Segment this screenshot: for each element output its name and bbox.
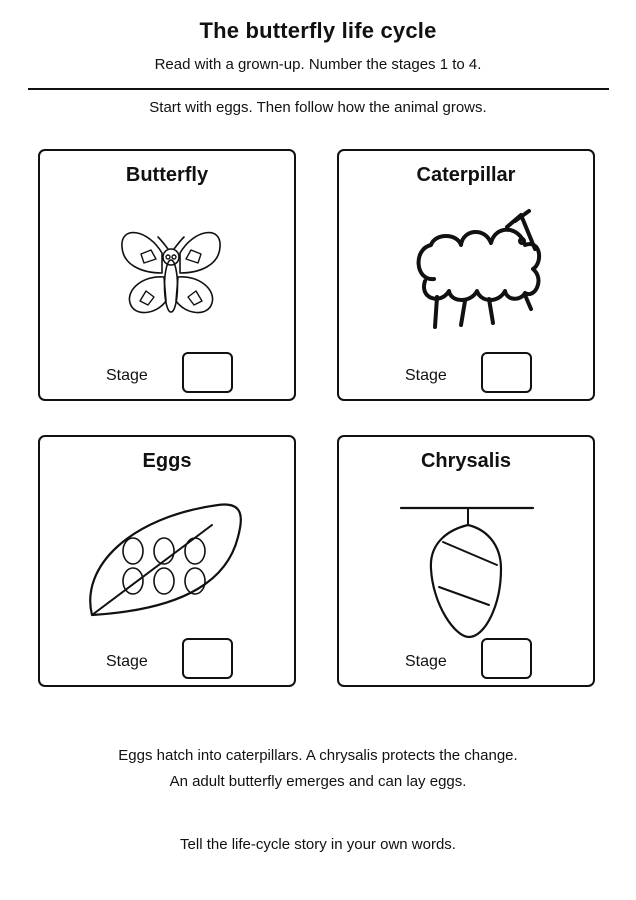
stage-number-box[interactable] bbox=[481, 352, 532, 393]
header-divider bbox=[28, 88, 609, 90]
caterpillar-icon bbox=[339, 151, 597, 403]
intro-instruction: Start with eggs. Then follow how the animal grows. bbox=[149, 99, 487, 116]
card-caterpillar bbox=[337, 149, 595, 401]
card-butterfly bbox=[38, 149, 296, 401]
stage-label: Stage bbox=[106, 653, 148, 670]
worksheet-title: The butterfly life cycle bbox=[199, 18, 437, 43]
card-title: Chrysalis bbox=[420, 450, 512, 472]
note-line-1: Eggs hatch into caterpillars. A chrysalis protects the change. bbox=[118, 747, 518, 764]
eggs-on-leaf-icon bbox=[40, 437, 298, 689]
worksheet-subtitle: Read with a grown-up. Number the stages 1 to 4. bbox=[154, 56, 482, 73]
card-title: Butterfly bbox=[125, 164, 209, 186]
card-title: Caterpillar bbox=[416, 164, 516, 186]
chrysalis-icon bbox=[339, 437, 597, 689]
stage-number-box[interactable] bbox=[182, 352, 233, 393]
stage-label: Stage bbox=[405, 653, 447, 670]
stage-number-box[interactable] bbox=[481, 638, 532, 679]
stage-label: Stage bbox=[405, 367, 447, 384]
stage-number-box[interactable] bbox=[182, 638, 233, 679]
card-title: Eggs bbox=[142, 450, 192, 472]
card-chrysalis bbox=[337, 435, 595, 687]
closing-prompt: Tell the life-cycle story in your own words. bbox=[180, 836, 456, 853]
card-eggs bbox=[38, 435, 296, 687]
stage-label: Stage bbox=[106, 367, 148, 384]
note-line-2: An adult butterfly emerges and can lay eggs. bbox=[169, 773, 467, 790]
butterfly-icon bbox=[40, 151, 298, 403]
